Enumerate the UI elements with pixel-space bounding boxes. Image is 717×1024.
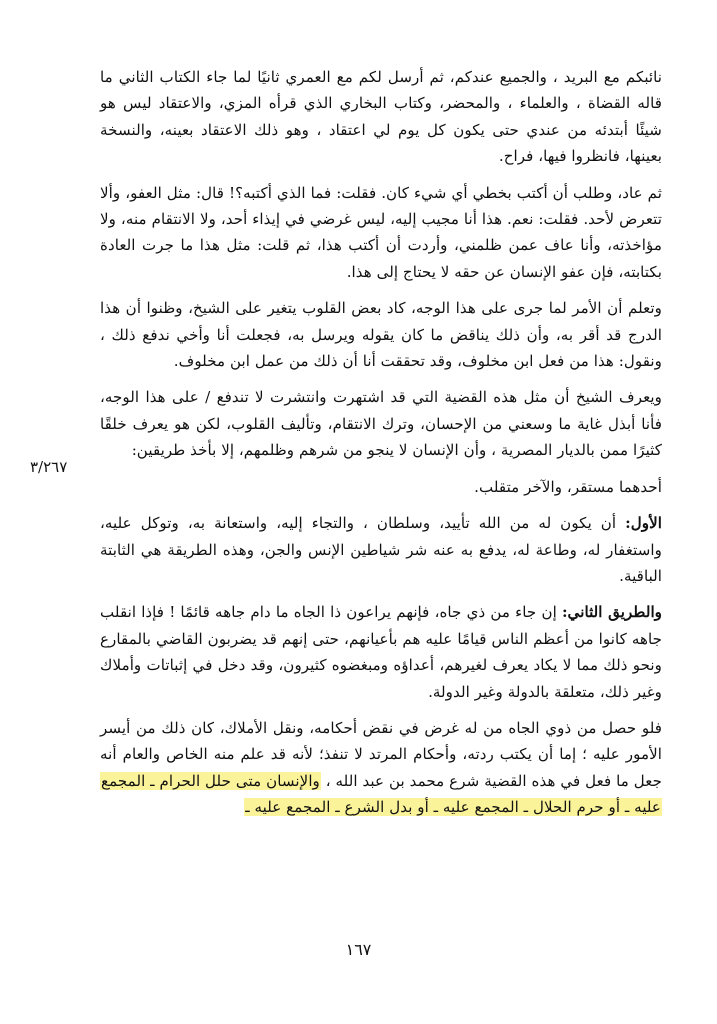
paragraph-text: فلو حصل من ذوي الجاه من له غرض في نقض أحكامه، ونقل الأملاك، كان ذلك من أيسر الأمور عليه ؛ إما أن يكتب ردته، وأحكام المرتد لا تنفذ؛ لأنه قد علم منه الخاص والعام أنه جعل ما فعل في هذه القضية شرع محمد بن عبد الله ، bbox=[100, 718, 662, 790]
page-number: ١٦٧ bbox=[345, 940, 372, 959]
paragraph bbox=[100, 510, 662, 589]
body-text bbox=[100, 64, 662, 821]
paragraph bbox=[100, 295, 662, 374]
paragraph bbox=[100, 474, 662, 500]
paragraph-lead: والطريق الثاني: bbox=[561, 603, 662, 622]
paragraph-text: ويعرف الشيخ أن مثل هذه القضية التي قد اشتهرت وانتشرت لا تندفع / على هذا الوجه، فأنا أبذل غاية ما وسعني من الإحسان، وترك الانتقام، وتأليف القلوب، لكن هو يعرف خلقًا كثيرًا ممن بالديار المصرية ، وأن الإنسان لا ينجو من شرهم وظلمهم، إلا بأخذ طريقين: bbox=[100, 388, 662, 460]
paragraph bbox=[100, 599, 662, 705]
paragraph bbox=[100, 384, 662, 463]
paragraph-text: إن جاء من ذي جاه، فإنهم يراعون ذا الجاه ما دام جاهه قائمًا ! فإذا انقلب جاهه كانوا من أعظم الناس قيامًا عليه هم بأعيانهم، حتى إنهم قد يضربون القاضي بالمقارع ونحو ذلك مما لا يكاد يعرف لغيرهم، أعداؤه ومبغضوه كثيرون، وقد دخل في إثباتات وأملاك وغير ذلك، متعلقة بالدولة وغير الدولة. bbox=[100, 603, 662, 701]
paragraph-text: ثم عاد، وطلب أن أكتب بخطي أي شيء كان. فقلت: فما الذي أكتبه؟! قال: مثل العفو، وألا تتعرض لأحد. فقلت: نعم. هذا أنا مجيب إليه، ليس غرضي في إيذاء أحد، ولا الانتقام منه، ولا مؤاخذته، وأنا عاف عمن ظلمني، وأردت أن أكتب هذا، ثم قلت: مثل هذا ما جرت العادة بكتابته، فإن عفو الإنسان عن حقه لا يحتاج إلى هذا. bbox=[100, 183, 662, 281]
highlighted-text: والإنسان متى حلل الحرام ـ المجمع عليه ـ أو حرم الحلال ـ المجمع عليه ـ أو بدل الشرع ـ المجمع عليه ـ bbox=[101, 771, 661, 817]
paragraph-text: نائبكم مع البريد ، والجميع عندكم، ثم أرسل لكم مع العمري ثانيًا لما جاء الكتاب الثاني ما قاله القضاة ، والعلماء ، والمحضر، وكتاب البخاري الذي قرأه المزي، والاعتقاد ليس هو شيئًا أبتدئه من عندي حتى يكون كل يوم لي اعتقاد ، وهو ذلك الاعتقاد بعينه، والنسخة بعينها، فانظروا فيها، فراح. bbox=[100, 68, 662, 166]
margin-reference: ٣/٢٦٧ bbox=[30, 458, 68, 476]
paragraph-text: أن يكون له من الله تأييد، وسلطان ، والتجاء إليه، واستعانة به، وتوكل عليه، واستغفار له، وطاعة له، يدفع به عنه شر شياطين الإنس والجن، وهذه الطريقة هي الثابتة الباقية. bbox=[100, 514, 662, 585]
paragraph-text: أحدهما مستقر، والآخر متقلب. bbox=[474, 477, 662, 496]
paragraph bbox=[100, 64, 662, 170]
paragraph-lead: الأول: bbox=[625, 514, 662, 533]
paragraph-text: وتعلم أن الأمر لما جرى على هذا الوجه، كاد بعض القلوب يتغير على الشيخ، وظنوا أن هذا الدرج قد أقر به، وأن ذلك يناقض ما كان يقوله ويرسل به، فجعلت أنا وأخي ندفع ذلك ، ونقول: هذا من فعل ابن مخلوف، وقد تحققت أنا أن ذلك من عمل ابن مخلوف. bbox=[100, 299, 662, 371]
paragraph bbox=[100, 715, 662, 821]
paragraph bbox=[100, 180, 662, 286]
